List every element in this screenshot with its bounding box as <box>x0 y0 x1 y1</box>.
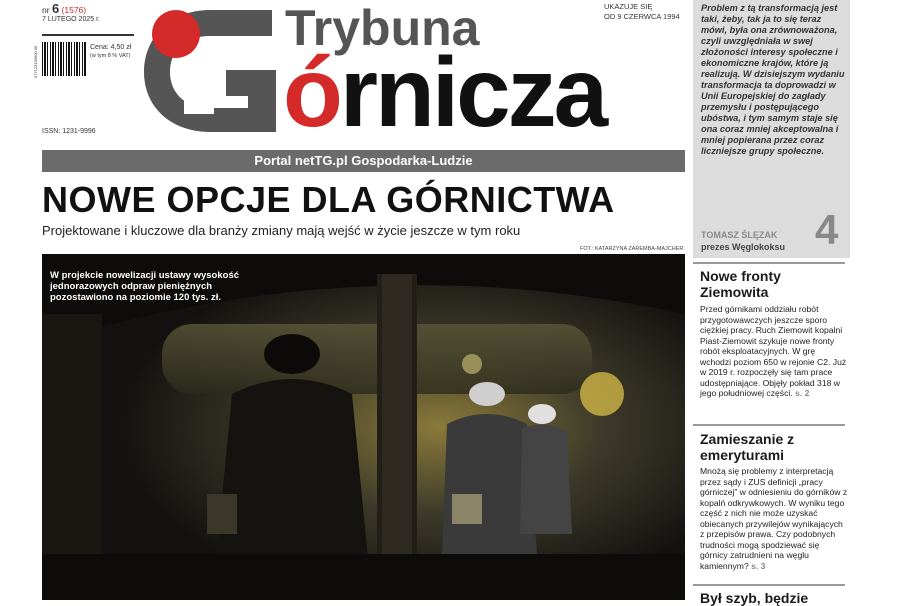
quote-page-number[interactable]: 4 <box>815 206 839 253</box>
article-title-emerytury[interactable]: Zamieszanie z emeryturami <box>700 431 795 463</box>
quote-text: Problem z tą transformacją jest taki, żeby, tak ja to się teraz mówi, była ona zrównoważona, czyli uwzględniała w swej złożoności interesy społeczne i ekonomiczne krajów, które ją realizują. W dzisiejszym wydaniu transformacja ta doprowadzi w Unii Europejskiej do zagłady przemysłu i postępującego ubóstwa, i tym samym staje się ona coraz mniej akceptowalna i mniej popierana przez coraz liczniejsze grupy społeczne. <box>701 3 845 156</box>
issue-date: 7 LUTEGO 2025 r. <box>42 16 100 23</box>
logo-gornicza <box>283 37 606 147</box>
miners-in-tunnel-photo[interactable] <box>42 254 685 600</box>
issue-number-line <box>42 1 132 16</box>
barcode-icon <box>42 42 86 76</box>
photo-credit: FOT.: KATARZYNA ZAREMBA-MAJCHER <box>580 246 684 252</box>
lead-headline[interactable]: NOWE OPCJE DLA GÓRNICTWA <box>42 179 615 220</box>
price-label: Cena: 4,50 zł <box>90 44 132 51</box>
ukazuje-line2: OD 9 CZERWCA 1994 <box>604 12 680 21</box>
price-note: (w tym 8 % VAT) <box>90 53 131 59</box>
photo-caption: W projekcie nowelizacji ustawy wysokość jednorazowych odpraw pieniężnych pozostawiono na poziomie 120 tys. zł. <box>50 270 240 303</box>
issue-prefix: nr <box>42 5 50 15</box>
ukazuje-line1: UKAZUJE SIĘ <box>604 2 653 11</box>
sidebar-divider <box>693 262 845 264</box>
portal-link-bar[interactable]: Portal netTG.pl Gospodarka-Ludzie <box>42 150 685 172</box>
lead-subhead: Projektowane i kluczowe dla branży zmiany mają wejść w życie jeszcze w tym roku <box>42 223 521 238</box>
issue-number: 6 <box>51 1 60 16</box>
logo-trybuna: Trybuna <box>285 0 480 56</box>
masthead-rule <box>42 34 134 36</box>
issn: ISSN: 1231-9996 <box>42 128 96 135</box>
publication-since <box>604 2 680 22</box>
sidebar-divider <box>693 424 845 426</box>
quote-role: prezes Węglokoksu <box>701 242 786 252</box>
price <box>90 44 131 60</box>
article-ref-emerytury[interactable]: s. 3 <box>751 560 766 571</box>
sidebar-divider <box>693 584 845 586</box>
article-ref-ziemowit[interactable]: s. 2 <box>795 388 810 398</box>
issue-info <box>42 1 132 24</box>
quote-author: TOMASZ ŚLĘZAK <box>701 230 778 240</box>
article-body-emerytury <box>700 466 848 571</box>
logo-g-icon <box>140 6 280 136</box>
article-text-emerytury: Mnożą się problemy z interpretacją przez sądy i ZUS definicji „pracy górniczej” w odniesieniu do górników z kopalń odkrywkowych. W wyniku tego część z nich nie może uzyskać obiecanych przywilejów wynikających z przepisów prawa. Czy podobnych trudności mogą spodziewać się górnicy zatrudnieni na węglu kamiennym? <box>700 466 848 571</box>
logo-accent: ó <box>283 37 340 147</box>
article-title-ziemowit[interactable]: Nowe fronty Ziemowita <box>700 268 781 300</box>
article-body-ziemowit <box>700 304 848 399</box>
issue-total: (1576) <box>61 5 87 15</box>
logo-gornicza-rest: rnicza <box>339 37 606 147</box>
article-title-cut[interactable]: Był szyb, będzie <box>700 590 809 606</box>
barcode-digits: 977123199600 06 <box>33 45 38 78</box>
article-text-ziemowit: Przed górnikami oddziału robót przygotowawczych jeszcze sporo ciężkiej pracy. Ruch Ziemowit kopalni Piast-Ziemowit szykuje nowe fronty robót eksploatacyjnych. W grę wchodzi poziom 650 w rejonie C2. Już w 2019 r. rozpoczęły się tam prace udostępniające. Objęły pokład 318 w jego południowej części. <box>700 304 847 398</box>
